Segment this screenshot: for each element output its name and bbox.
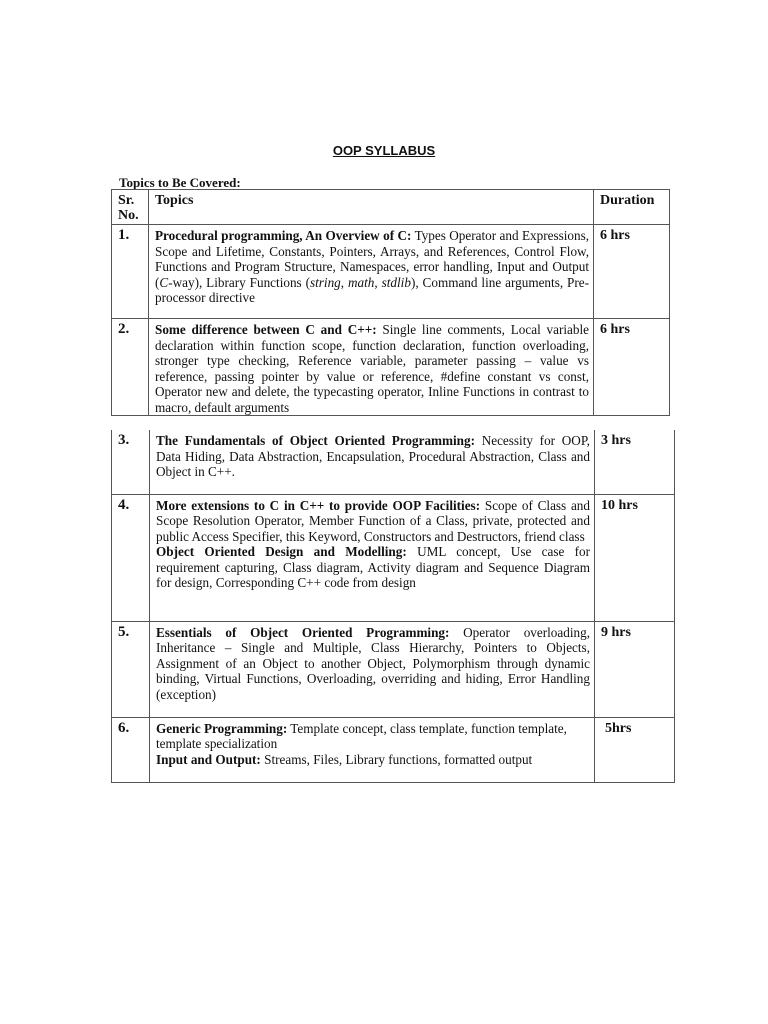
table-header-row bbox=[112, 190, 670, 225]
page-title: OOP SYLLABUS bbox=[332, 143, 436, 158]
row-sr-no: 6. bbox=[112, 717, 150, 782]
row-sr-no: 3. bbox=[112, 430, 150, 494]
header-duration: Duration bbox=[594, 190, 670, 225]
table-row bbox=[112, 717, 675, 782]
row-sr-no: 4. bbox=[112, 494, 150, 621]
row-topic: Essentials of Object Oriented Programming: Operator overloading, Inheritance – Single and Multiple, Class Hierarchy, Pointers to Objects, Assignment of an Object to another Object, Polymorphism through dynamic binding, Virtual Functions, Overloading, overriding and hiding, Error Handling (exception) bbox=[150, 621, 595, 717]
row-duration: 10 hrs bbox=[595, 494, 675, 621]
row-topic: The Fundamentals of Object Oriented Programming: Necessity for OOP, Data Hiding, Data Abstraction, Encapsulation, Procedural Abstraction, Class and Object in C++. bbox=[150, 430, 595, 494]
row-topic: Procedural programming, An Overview of C: Types Operator and Expressions, Scope and Lifetime, Constants, Pointers, Arrays, and References, Control Flow, Functions and Program Structure, Namespaces, error handling, Input and Output (C-way), Library Functions (string, math, stdlib), Command line arguments, Pre-processor directive bbox=[149, 225, 594, 319]
header-sr-no: Sr. No. bbox=[112, 190, 149, 225]
header-topics: Topics bbox=[149, 190, 594, 225]
table-row bbox=[112, 430, 675, 494]
row-sr-no: 2. bbox=[112, 319, 149, 416]
row-duration: 9 hrs bbox=[595, 621, 675, 717]
table-row bbox=[112, 225, 670, 319]
row-duration: 5hrs bbox=[595, 717, 675, 782]
table-row bbox=[112, 494, 675, 621]
row-topic: Generic Programming: Template concept, class template, function template, template specialization Input and Output: Streams, Files, Library functions, formatted output bbox=[150, 717, 595, 782]
table-row bbox=[112, 621, 675, 717]
table-row bbox=[112, 319, 670, 416]
row-sr-no: 1. bbox=[112, 225, 149, 319]
row-sr-no: 5. bbox=[112, 621, 150, 717]
row-duration: 3 hrs bbox=[595, 430, 675, 494]
row-duration: 6 hrs bbox=[594, 225, 670, 319]
syllabus-table-part-1 bbox=[111, 189, 670, 416]
section-subtitle: Topics to Be Covered: bbox=[119, 175, 241, 190]
row-duration: 6 hrs bbox=[594, 319, 670, 416]
syllabus-table-part-2 bbox=[111, 430, 675, 783]
row-topic: Some difference between C and C++: Single line comments, Local variable declaration within function scope, function declaration, function overloading, stronger type checking, Reference variable, parameter passing – value vs reference, passing pointer by value or reference, #define constant vs const, Operator new and delete, the typecasting operator, Inline Functions in contrast to macro, default arguments bbox=[149, 319, 594, 416]
row-topic: More extensions to C in C++ to provide OOP Facilities: Scope of Class and Scope Resolution Operator, Member Function of a Class, private, protected and public Access Specifier, this Keyword, Constructors and Destructors, friend class Object Oriented Design and Modelling: UML concept, Use case for requirement capturing, Class diagram, Activity diagram and Sequence Diagram for design, Corresponding C++ code from design bbox=[150, 494, 595, 621]
